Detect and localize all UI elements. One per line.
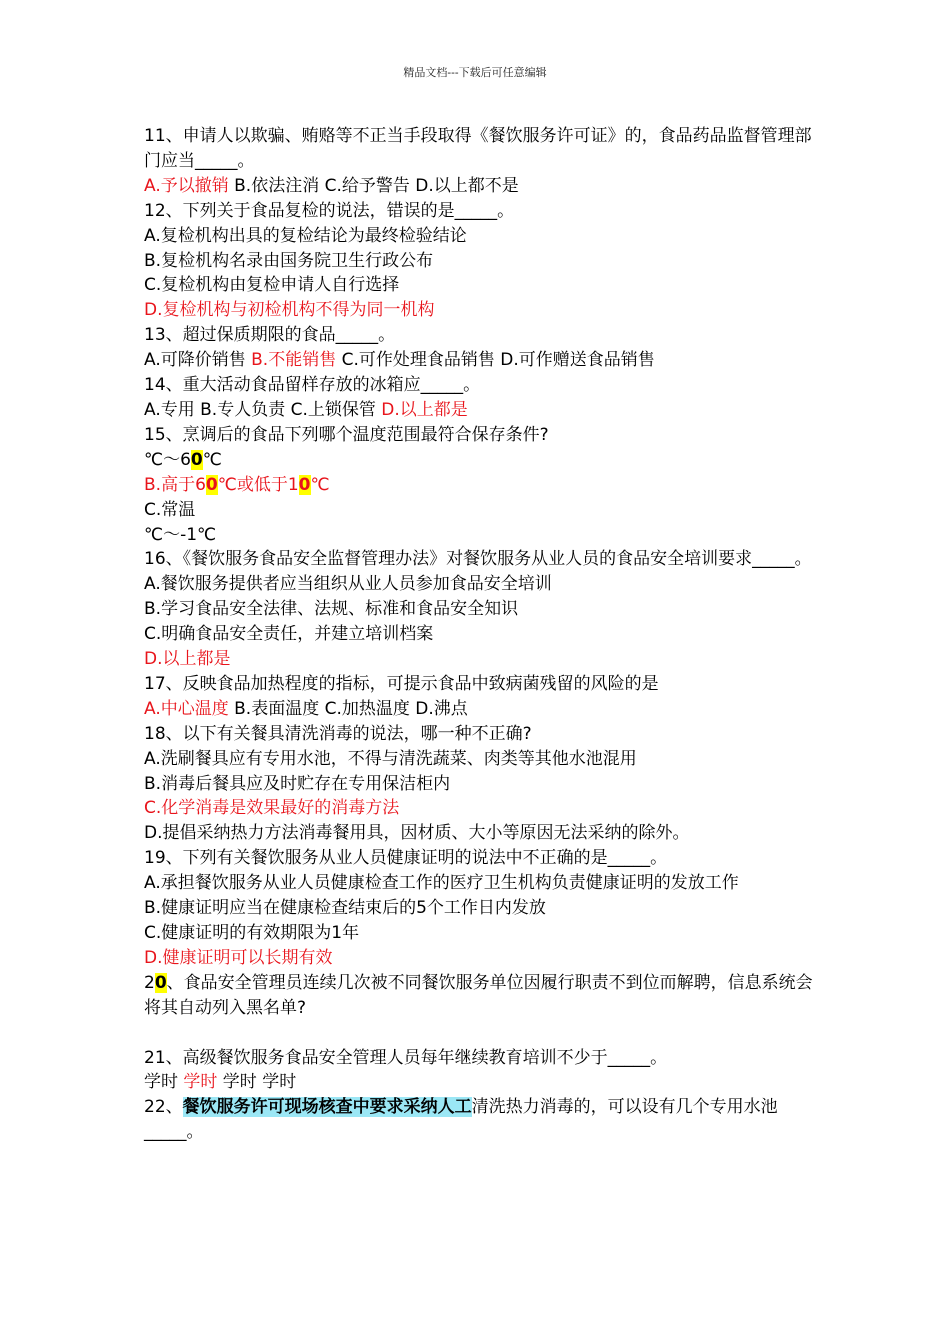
option-a: A.洗刷餐具应有专用水池，不得与清洗蔬菜、肉类等其他水池混用 bbox=[144, 748, 637, 769]
option-a: A.复检机构出具的复检结论为最终检验结论 bbox=[144, 225, 467, 246]
question-16: 16、《餐饮服务食品安全监督管理办法》对餐饮服务从业人员的食品安全培训要求_____。 bbox=[144, 549, 812, 570]
option-c: C.明确食品安全责任，并建立培训档案 bbox=[144, 624, 434, 645]
highlight-mark: 0 bbox=[154, 972, 167, 993]
option-text: 学时 学时 bbox=[217, 1072, 297, 1093]
answer-option: D.复检机构与初检机构不得为同一机构 bbox=[144, 300, 435, 321]
document-body bbox=[144, 124, 814, 1145]
question-20: 20、食品安全管理员连续几次被不同餐饮服务单位因履行职责不到位而解聘，信息系统会将其自动列入黑名单? bbox=[144, 972, 813, 1018]
option-c: C.复检机构由复检申请人自行选择 bbox=[144, 275, 400, 296]
option-text: B.表面温度 C.加热温度 D.沸点 bbox=[228, 698, 468, 719]
answer-option: A.予以撤销 bbox=[144, 175, 229, 196]
option-b: B.消毒后餐具应及时贮存在专用保洁柜内 bbox=[144, 773, 451, 794]
option-d: ℃～-1℃ bbox=[144, 524, 217, 545]
question-17: 17、反映食品加热程度的指标，可提示食品中致病菌残留的风险的是 bbox=[144, 673, 659, 694]
answer-option: D.以上都是 bbox=[381, 399, 468, 420]
highlight-mark: 0 bbox=[298, 474, 311, 495]
question-19: 19、下列有关餐饮服务从业人员健康证明的说法中不正确的是_____。 bbox=[144, 848, 668, 869]
option-text: A.可降价销售 bbox=[144, 350, 252, 371]
blank-line bbox=[144, 1021, 814, 1046]
answer-option: C.化学消毒是效果最好的消毒方法 bbox=[144, 798, 400, 819]
question-18: 18、以下有关餐具清洗消毒的说法，哪一种不正确? bbox=[144, 723, 532, 744]
option-text: B.依法注消 C.给予警告 D.以上都不是 bbox=[228, 175, 519, 196]
answer-option: 学时 bbox=[183, 1072, 218, 1093]
answer-option: D.以上都是 bbox=[144, 649, 231, 670]
question-15: 15、烹调后的食品下列哪个温度范围最符合保存条件? bbox=[144, 424, 549, 445]
answer-option: A.中心温度 bbox=[144, 698, 229, 719]
option-d: D.提倡采纳热力方法消毒餐用具，因材质、大小等原因无法采纳的除外。 bbox=[144, 823, 690, 844]
option-c: C.常温 bbox=[144, 499, 196, 520]
question-12: 12、下列关于食品复检的说法，错误的是_____。 bbox=[144, 200, 515, 221]
option-a: ℃～60℃ bbox=[144, 449, 222, 470]
question-14: 14、重大活动食品留样存放的冰箱应_____。 bbox=[144, 375, 481, 396]
answer-option: B.不能销售 bbox=[251, 350, 337, 371]
page-header: 精品文档---下载后可任意编辑 bbox=[403, 66, 547, 79]
question-13: 13、超过保质期限的食品_____。 bbox=[144, 325, 396, 346]
answer-option: B.高于60℃或低于10℃ bbox=[144, 474, 330, 495]
option-text: 学时 bbox=[144, 1072, 184, 1093]
option-b: B.学习食品安全法律、法规、标准和食品安全知识 bbox=[144, 599, 519, 620]
answer-option: D.健康证明可以长期有效 bbox=[144, 947, 333, 968]
option-text: C.可作处理食品销售 D.可作赠送食品销售 bbox=[336, 350, 655, 371]
option-c: C.健康证明的有效期限为1年 bbox=[144, 923, 360, 943]
question-11: 11、申请人以欺骗、贿赂等不正当手段取得《餐饮服务许可证》的，食品药品监督管理部门应当_____。 bbox=[144, 126, 812, 171]
option-a: A.餐饮服务提供者应当组织从业人员参加食品安全培训 bbox=[144, 574, 552, 595]
option-b: B.复检机构名录由国务院卫生行政公布 bbox=[144, 250, 434, 271]
highlight-mark: 0 bbox=[190, 449, 203, 470]
highlight-mark: 餐饮服务许可现场核查中要求采纳人工 bbox=[182, 1097, 472, 1118]
question-14-options bbox=[144, 398, 814, 423]
question-21-options bbox=[144, 1070, 814, 1095]
option-a: A.承担餐饮服务从业人员健康检查工作的医疗卫生机构负责健康证明的发放工作 bbox=[144, 873, 739, 894]
option-text: A.专用 B.专人负责 C.上锁保管 bbox=[144, 399, 382, 420]
question-13-options bbox=[144, 348, 814, 373]
question-17-options bbox=[144, 697, 814, 722]
question-11-options bbox=[144, 174, 814, 199]
option-b: B.健康证明应当在健康检查结束后的5个工作日内发放 bbox=[144, 898, 546, 919]
highlight-mark: 0 bbox=[205, 474, 218, 495]
question-21: 21、高级餐饮服务食品安全管理人员每年继续教育培训不少于_____。 bbox=[144, 1047, 668, 1068]
question-22: 22、餐饮服务许可现场核查中要求采纳人工清洗热力消毒的，可以设有几个专用水池_____。 bbox=[144, 1097, 778, 1143]
